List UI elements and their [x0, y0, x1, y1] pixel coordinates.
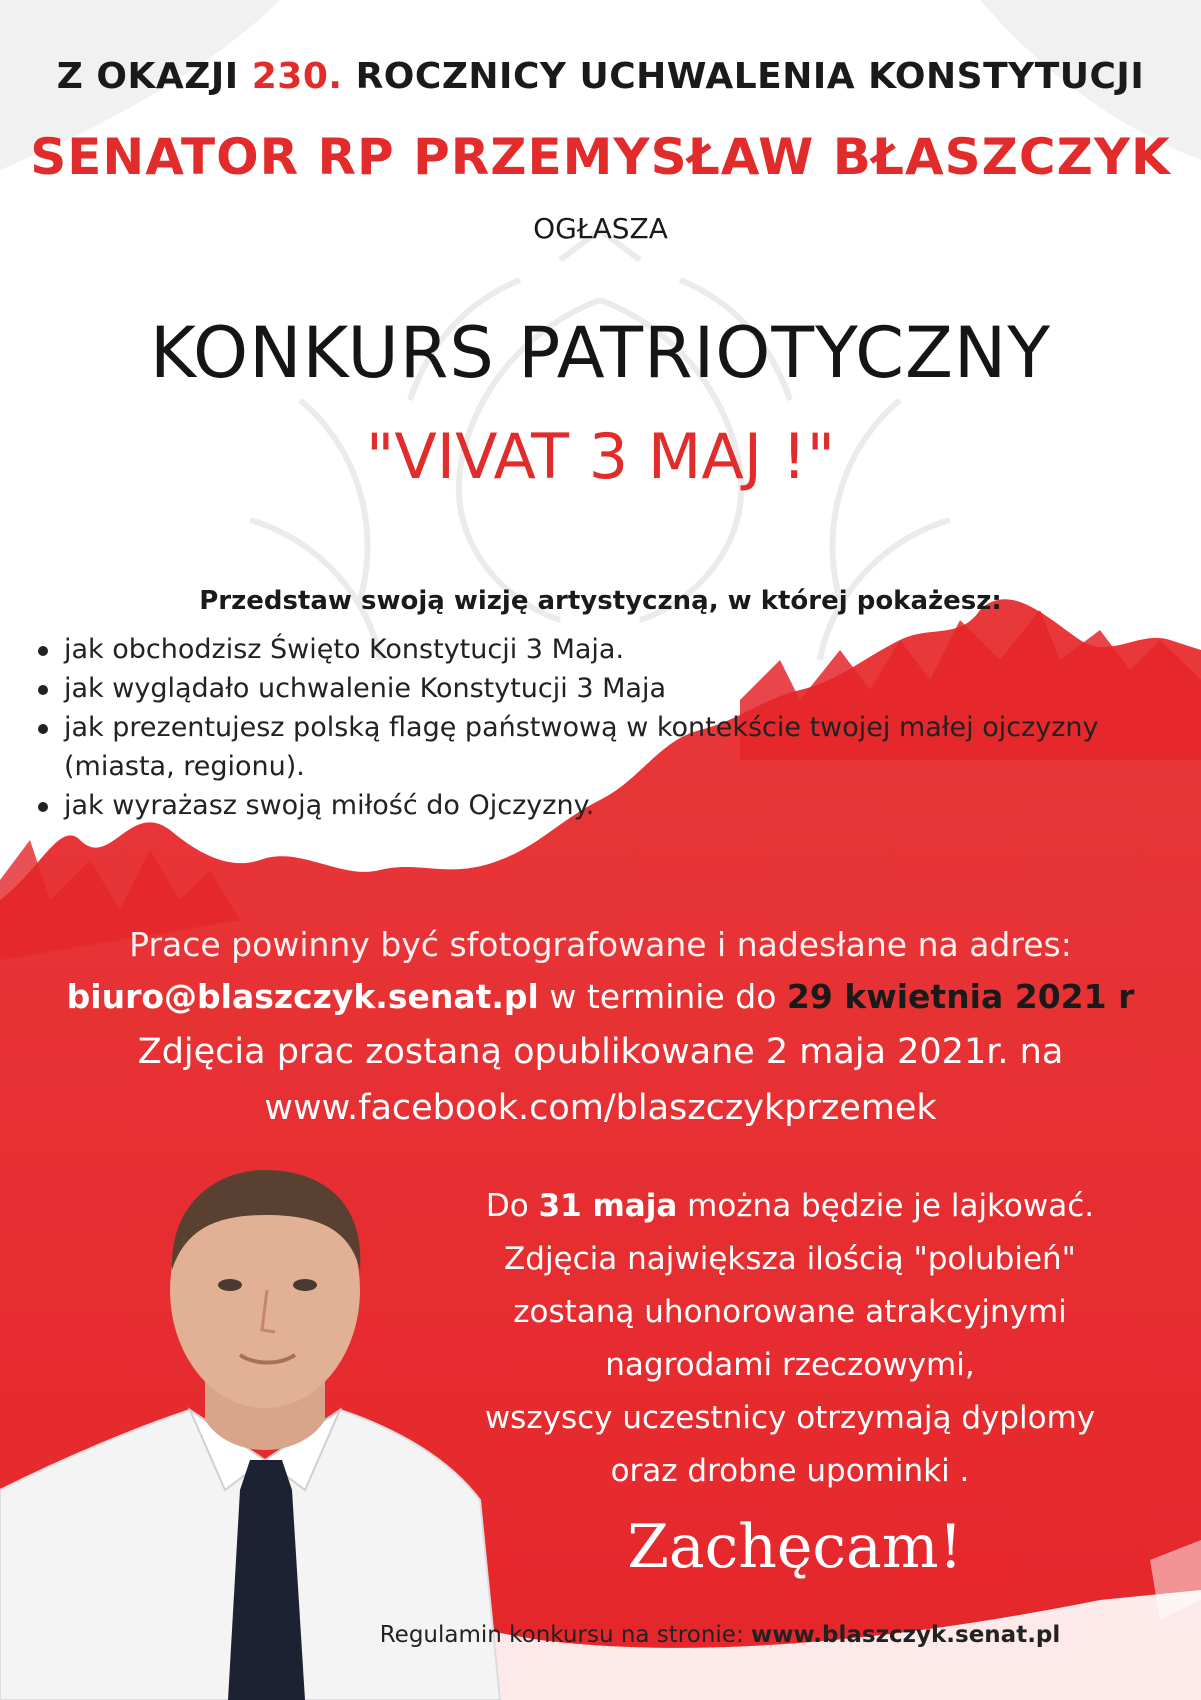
list-item: jak prezentujesz polską flagę państwową w kontekście twojej małej ojczyzny (miasta, regionu). [34, 708, 1164, 786]
rules-footer [280, 1622, 1160, 1648]
list-item: jak wyrażasz swoją miłość do Ojczyzny. [34, 786, 1164, 825]
voting-line: oraz drobne upominki . [610, 1453, 970, 1489]
announces-label: OGŁASZA [533, 212, 668, 245]
voting-line-1 [420, 1180, 1160, 1233]
submission-email: biuro@blaszczyk.senat.pl [66, 977, 539, 1016]
footer-label: Regulamin konkursu na stronie: [379, 1622, 752, 1648]
voting-date: 31 maja [538, 1188, 678, 1224]
task-intro: Przedstaw swoją wizję artystyczną, w której pokażesz: [199, 586, 1002, 616]
occasion-prefix: Z OKAZJI [56, 56, 252, 97]
voting-info [420, 1180, 1160, 1498]
voting-line: Zdjęcia największa ilością "polubień" [504, 1241, 1076, 1277]
publish-line: Zdjęcia prac zostaną opublikowane 2 maja 2021r. na [137, 1032, 1064, 1072]
senator-name: SENATOR RP PRZEMYSŁAW BŁASZCZYK [30, 128, 1171, 186]
submission-line: Prace powinny być sfotografowane i nadesłane na adres: [129, 925, 1072, 964]
task-list [34, 630, 1164, 825]
contest-name: "VIVAT 3 MAJ !" [365, 420, 836, 493]
list-item: jak obchodzisz Święto Konstytucji 3 Maja. [34, 630, 1164, 669]
submission-info [0, 920, 1201, 1136]
voting-suffix: można będzie je lajkować. [677, 1188, 1095, 1224]
footer-url: www.blaszczyk.senat.pl [751, 1622, 1061, 1648]
list-item: jak wyglądało uchwalenie Konstytucji 3 Maja [34, 669, 1164, 708]
occasion-suffix: ROCZNICY UCHWALENIA KONSTYTUCJI [342, 56, 1145, 97]
voting-line: wszyscy uczestnicy otrzymają dyplomy [484, 1400, 1096, 1436]
facebook-url: www.facebook.com/blaszczykprzemek [264, 1088, 937, 1128]
anniversary-number: 230. [251, 56, 343, 97]
deadline-date: 29 kwietnia 2021 r [786, 977, 1135, 1016]
voting-prefix: Do [485, 1188, 539, 1224]
voting-line: nagrodami rzeczowymi, [605, 1347, 975, 1383]
contest-title: KONKURS PATRIOTYCZNY [149, 312, 1052, 394]
submission-address-line [0, 970, 1201, 1024]
occasion-line [0, 56, 1201, 97]
cheer-text: Zachęcam! [627, 1512, 963, 1582]
deadline-prefix: w terminie do [538, 977, 787, 1016]
voting-line: zostaną uhonorowane atrakcyjnymi [513, 1294, 1067, 1330]
